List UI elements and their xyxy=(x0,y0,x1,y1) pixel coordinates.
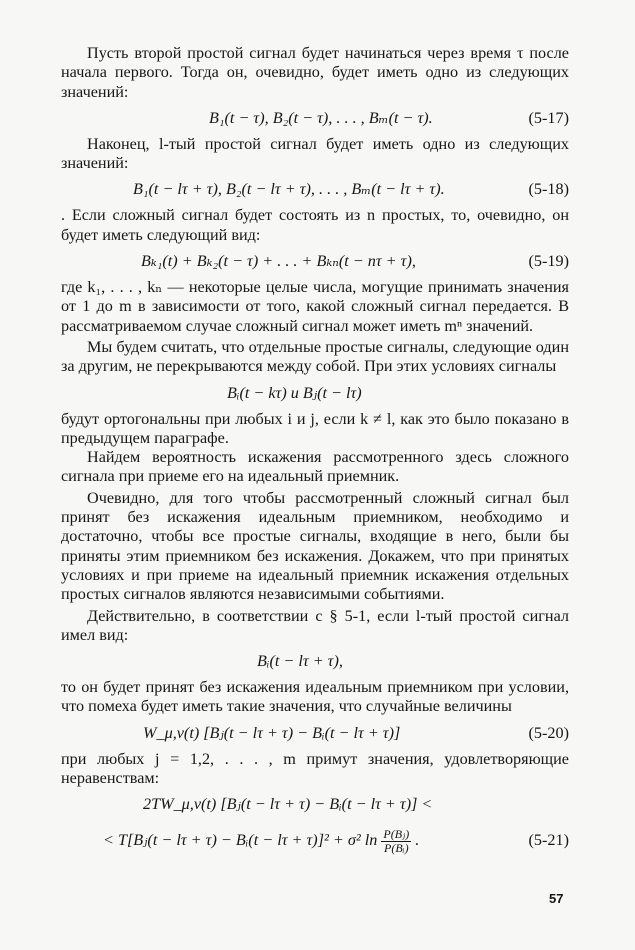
paragraph: где k₁, . . . , kₙ — некоторые целые числа, могущие принимать значения от 1 до m в зависимости от того, какой сложный сигнал передается. В рассматриваемом случае сложный сигнал может иметь mⁿ значений. xyxy=(61,278,569,335)
paragraph: будут ортогональны при любых i и j, если k ≠ l, как это было показано в предыдущем параграфе. xyxy=(61,409,569,447)
equation-number: (5-21) xyxy=(528,831,569,850)
equation-formula: 2TW_μ,ν(t) [Bⱼ(t − lτ + τ) − Bᵢ(t − lτ + τ)] < xyxy=(143,795,433,814)
paragraph: Наконец, l-тый простой сигнал будет иметь одно из следующих значений: xyxy=(61,134,569,173)
equation-number: (5-20) xyxy=(528,723,569,742)
equation-formula: Bᵢ(t − kτ) и Bⱼ(t − lτ) xyxy=(227,383,362,402)
equation-part: < T[Bⱼ(t − lτ + τ) − Bᵢ(t − lτ + τ)]² + σ² ln xyxy=(103,831,378,850)
paragraph: . Если сложный сигнал будет состоять из n простых, то, очевидно, он будет иметь следующий вид: xyxy=(61,206,569,244)
equation-5-19 xyxy=(61,247,569,275)
equation-part: . xyxy=(415,831,420,850)
equation-5-21-line-1 xyxy=(61,790,569,818)
paragraph: Мы будем считать, что отдельные простые сигналы, следующие один за другим, не перекрываются между собой. При этих условиях сигналы xyxy=(61,337,569,376)
equation-5-18 xyxy=(61,175,569,203)
equation-5-21-line-2 xyxy=(61,821,569,859)
equation-formula: B₁(t − τ), B₂(t − τ), . . . , Bₘ(t − τ). xyxy=(209,108,433,127)
paragraph: при любых j = 1,2, . . . , m примут значения, удовлетворяющие неравенствам: xyxy=(61,749,569,788)
equation-number: (5-18) xyxy=(528,180,569,199)
paragraph: то он будет принят без искажения идеальным приемником при условии, что помеха будет иметь такие значения, что случайные величины xyxy=(61,678,569,716)
page-body xyxy=(61,44,569,862)
equation-formula xyxy=(103,821,419,859)
equation-formula: B₁(t − lτ + τ), B₂(t − lτ + τ), . . . , Bₘ(t − lτ + τ). xyxy=(133,180,445,199)
equation-number: (5-17) xyxy=(528,108,569,127)
page-number: 57 xyxy=(549,891,564,906)
equation-formula: Bᵢ(t − lτ + τ), xyxy=(257,652,343,671)
fraction xyxy=(381,828,411,855)
equation-number: (5-19) xyxy=(528,252,569,271)
equation-formula: Bₖ₁(t) + Bₖ₂(t − τ) + . . . + Bₖₙ(t − nτ + τ), xyxy=(141,252,416,271)
equation-formula: W_μ,ν(t) [Bⱼ(t − lτ + τ) − Bᵢ(t − lτ + τ)] xyxy=(143,723,401,742)
fraction-denominator: P(Bᵢ) xyxy=(384,841,409,856)
equation-simple-signal xyxy=(61,647,569,675)
equation-orthogonal-signals xyxy=(61,379,569,407)
equation-5-20 xyxy=(61,719,569,747)
paragraph: Действительно, в соответствии с § 5-1, если l-тый простой сигнал имел вид: xyxy=(61,606,569,644)
equation-5-17 xyxy=(61,104,569,132)
paragraph: Найдем вероятность искажения рассмотренного здесь сложного сигнала при приеме его на идеальный приемник. xyxy=(61,448,569,486)
fraction-numerator: P(Bⱼ) xyxy=(383,827,410,842)
paragraph: Очевидно, для того чтобы рассмотренный сложный сигнал был принят без искажения идеальным приемником, необходимо и достаточно, чтобы все простые сигналы, входящие в него, были бы приняты этим приемником без искажения. Докажем, что при принятых условиях и при приеме на идеальный приемник искажения отдельных простых сигналов являются независимыми событиями. xyxy=(61,488,569,604)
paragraph: Пусть второй простой сигнал будет начинаться через время τ после начала первого. Тогда он, очевидно, будет иметь одно из следующих значений: xyxy=(61,44,569,101)
